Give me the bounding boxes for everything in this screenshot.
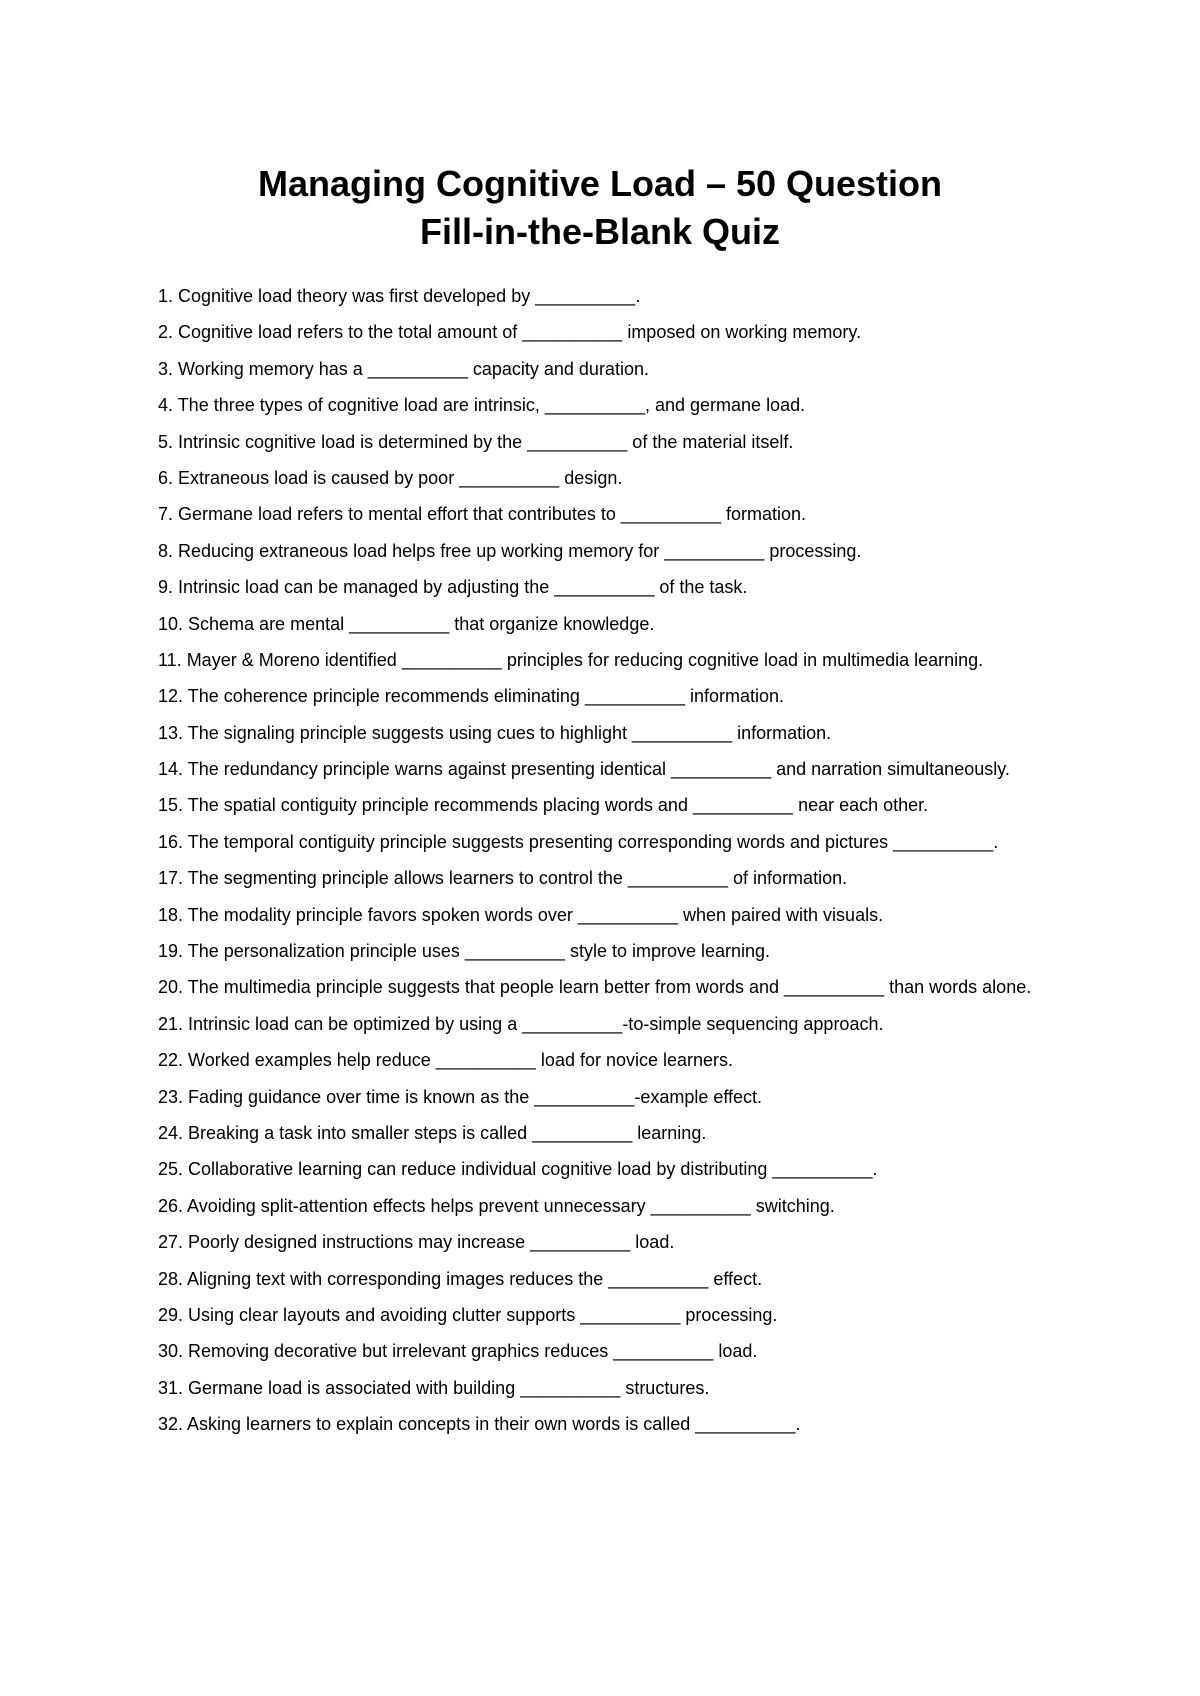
question-item: 5. Intrinsic cognitive load is determined by the __________ of the material itself.	[158, 431, 794, 452]
question-item: 18. The modality principle favors spoken words over __________ when paired with visuals.	[158, 904, 884, 925]
question-item: 25. Collaborative learning can reduce individual cognitive load by distributing __________.	[158, 1159, 878, 1180]
question-item: 28. Aligning text with corresponding images reduces the __________ effect.	[158, 1268, 763, 1289]
question-item: 12. The coherence principle recommends eliminating __________ information.	[158, 686, 785, 707]
question-item: 20. The multimedia principle suggests that people learn better from words and __________ than words alone.	[158, 977, 1032, 998]
question-item: 3. Working memory has a __________ capacity and duration.	[158, 358, 649, 379]
question-list	[158, 284, 1038, 1449]
question-item: 7. Germane load refers to mental effort that contributes to __________ formation.	[158, 504, 807, 525]
question-item: 32. Asking learners to explain concepts in their own words is called __________.	[158, 1414, 801, 1435]
question-item: 24. Breaking a task into smaller steps is called __________ learning.	[158, 1122, 707, 1143]
question-item: 31. Germane load is associated with building __________ structures.	[158, 1377, 710, 1398]
title-line-2: Fill-in-the-Blank Quiz	[420, 211, 780, 252]
question-item: 8. Reducing extraneous load helps free up working memory for __________ processing.	[158, 540, 862, 561]
question-item: 4. The three types of cognitive load are intrinsic, __________, and germane load.	[158, 395, 806, 416]
question-item: 6. Extraneous load is caused by poor __________ design.	[158, 467, 623, 488]
question-item: 26. Avoiding split-attention effects helps prevent unnecessary __________ switching.	[158, 1195, 835, 1216]
question-item: 9. Intrinsic load can be managed by adjusting the __________ of the task.	[158, 577, 748, 598]
question-item: 11. Mayer & Moreno identified __________ principles for reducing cognitive load in multimedia learning.	[158, 649, 984, 670]
question-item: 15. The spatial contiguity principle recommends placing words and __________ near each other.	[158, 795, 929, 816]
question-item: 16. The temporal contiguity principle suggests presenting corresponding words and pictures __________.	[158, 831, 999, 852]
question-item: 22. Worked examples help reduce __________ load for novice learners.	[158, 1050, 734, 1071]
question-item: 19. The personalization principle uses __________ style to improve learning.	[158, 941, 771, 962]
question-item: 2. Cognitive load refers to the total amount of __________ imposed on working memory.	[158, 322, 862, 343]
question-item: 23. Fading guidance over time is known as the __________-example effect.	[158, 1086, 763, 1107]
question-item: 14. The redundancy principle warns against presenting identical __________ and narration simultaneously.	[158, 759, 1010, 780]
question-item: 27. Poorly designed instructions may increase __________ load.	[158, 1232, 675, 1253]
question-item: 29. Using clear layouts and avoiding clutter supports __________ processing.	[158, 1304, 778, 1325]
question-item: 17. The segmenting principle allows learners to control the __________ of information.	[158, 868, 848, 889]
question-item: 1. Cognitive load theory was first developed by __________.	[158, 286, 641, 306]
title-line-1: Managing Cognitive Load – 50 Question	[257, 163, 943, 204]
question-item: 21. Intrinsic load can be optimized by using a __________-to-simple sequencing approach.	[158, 1013, 884, 1034]
question-item: 30. Removing decorative but irrelevant graphics reduces __________ load.	[158, 1341, 758, 1362]
page-title	[0, 160, 1200, 256]
question-item: 10. Schema are mental __________ that organize knowledge.	[158, 613, 655, 634]
question-item: 13. The signaling principle suggests using cues to highlight __________ information.	[158, 722, 832, 743]
